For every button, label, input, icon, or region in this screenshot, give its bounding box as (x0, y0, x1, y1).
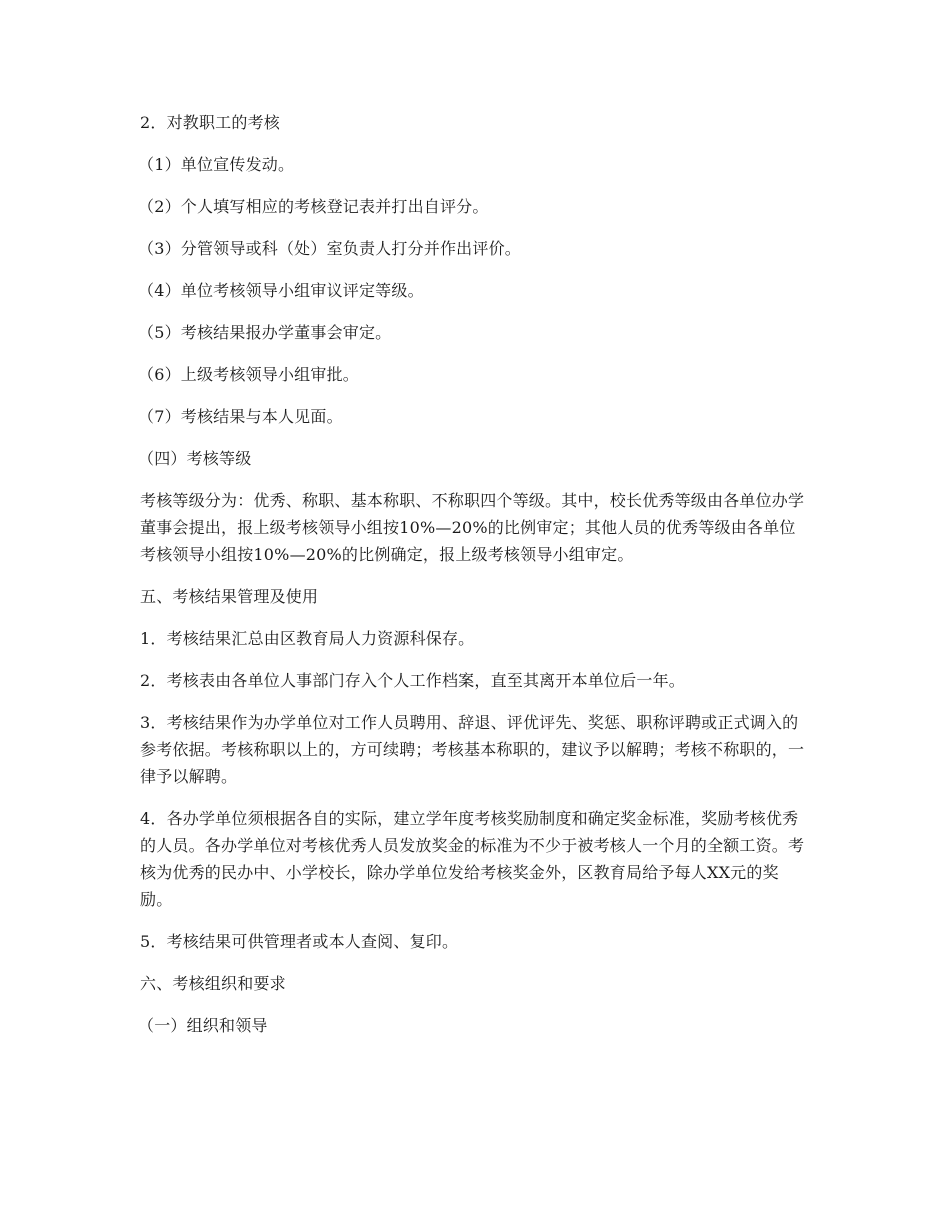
list-item: （7）考核结果与本人见面。 (138, 407, 343, 426)
list-item: （5）考核结果报办学董事会审定。 (138, 323, 392, 342)
list-item: 4．各办学单位须根据各自的实际，建立学年度考核奖励制度和确定奖金标准，奖励考核优秀的人员。各办学单位对考核优秀人员发放奖金的标准为不少于被考核人一个月的全额工资。考核为优秀的民办中、小学校长，除办学单位发给考核奖金外，区教育局给予每人XX元的奖励。 (140, 809, 805, 909)
list-item: （2）个人填写相应的考核登记表并打出自评分。 (138, 197, 489, 216)
section-heading: 五、考核结果管理及使用 (140, 587, 319, 606)
list-item: 1．考核结果汇总由区教育局人力资源科保存。 (140, 629, 475, 648)
list-item: 3．考核结果作为办学单位对工作人员聘用、辞退、评优评先、奖惩、职称评聘或正式调入的参考依据。考核称职以上的，方可续聘；考核基本称职的，建议予以解聘；考核不称职的，一律予以解聘。 (140, 713, 805, 786)
body-paragraph: 考核等级分为：优秀、称职、基本称职、不称职四个等级。其中，校长优秀等级由各单位办学董事会提出，报上级考核领导小组按10%—20%的比例审定；其他人员的优秀等级由各单位考核领导小组按10%—20%的比例确定，报上级考核领导小组审定。 (140, 491, 805, 564)
section-heading: （四）考核等级 (138, 449, 252, 468)
section-heading: 2．对教职工的考核 (140, 113, 280, 132)
list-item: （4）单位考核领导小组审议评定等级。 (138, 281, 424, 300)
list-item: 5．考核结果可供管理者或本人查阅、复印。 (140, 932, 459, 951)
list-item: （1）单位宣传发动。 (138, 155, 295, 174)
section-heading: （一）组织和领导 (138, 1016, 268, 1035)
section-heading: 六、考核组织和要求 (140, 974, 286, 993)
list-item: 2．考核表由各单位人事部门存入个人工作档案，直至其离开本单位后一年。 (140, 671, 685, 690)
document-page (140, 109, 810, 1054)
list-item: （3）分管领导或科（处）室负责人打分并作出评价。 (138, 239, 521, 258)
list-item: （6）上级考核领导小组审批。 (138, 365, 359, 384)
